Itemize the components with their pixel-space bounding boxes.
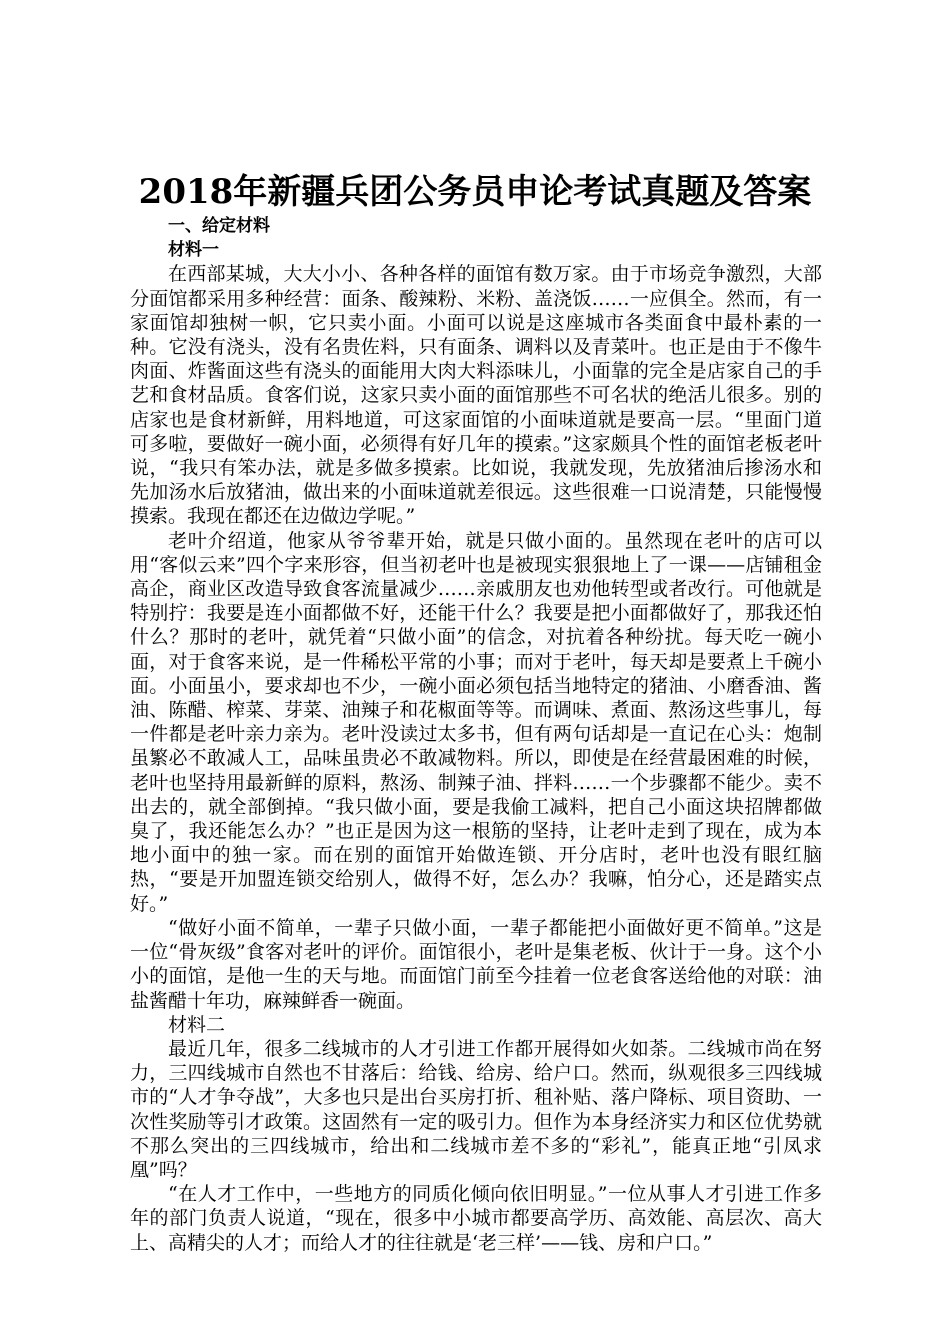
paragraph: 在西部某城，大大小小、各种各样的面馆有数万家。由于市场竞争激烈，大部分面馆都采用多种经营：面条、酸辣粉、米粉、盖浇饭……一应俱全。然而，有一家面馆却独树一帜，它只卖小面。小面可以说是这座城市各类面食中最朴素的一种。它没有浇头，没有名贵佐料，只有面条、调料以及青菜叶。也正是由于不像牛肉面、炸酱面这些有浇头的面能用大肉大料添味儿，小面靠的完全是店家自己的手艺和食材品质。食客们说，这家只卖小面的面馆那些不可名状的绝活儿很多。别的店家也是食材新鲜，用料地道，可这家面馆的小面味道就是要高一层。“里面门道可多啦，要做好一碗小面，必须得有好几年的摸索。”这家颇具个性的面馆老板老叶说，“我只有笨办法，就是多做多摸索。比如说，我就发现，先放猪油后掺汤水和先加汤水后放猪油，做出来的小面味道就差很远。这些很难一口说清楚，只能慢慢摸索。我现在都还在边做边学呢。” [130, 263, 822, 528]
material-two-label: 材料二 [168, 1013, 226, 1036]
section-heading: 一、给定材料 [168, 216, 270, 236]
paragraph: “做好小面不简单，一辈子只做小面，一辈子都能把小面做好更不简单。”这是一位“骨灰级”食客对老叶的评价。面馆很小，老叶是集老板、伙计于一身。这个小小的面馆，是他一生的天与地。而面馆门前至今挂着一位老食客送给他的对联：油盐酱醋十年功，麻辣鲜香一碗面。 [130, 916, 822, 1012]
document-body [130, 214, 822, 1255]
paragraph: 老叶介绍道，他家从爷爷辈开始，就是只做小面的。虽然现在老叶的店可以用“客似云来”四个字来形容，但当初老叶也是被现实狠狠地上了一课——店铺租金高企，商业区改造导致食客流量减少……亲戚朋友也劝他转型或者改行。可他就是特别拧：我要是连小面都做不好，还能干什么？我要是把小面都做好了，那我还怕什么？那时的老叶，就凭着“只做小面”的信念，对抗着各种纷扰。每天吃一碗小面，对于食客来说，是一件稀松平常的小事；而对于老叶，每天却是要煮上千碗小面。小面虽小，要求却也不少，一碗小面必须包括当地特定的猪油、小磨香油、酱油、陈醋、榨菜、芽菜、油辣子和花椒面等等。而调味、煮面、熬汤这些事儿，每一件都是老叶亲力亲为。老叶没读过太多书，但有两句话却是一直记在心头：炮制虽繁必不敢减人工，品味虽贵必不敢减物料。所以，即使是在经营最困难的时候，老叶也坚持用最新鲜的原料，熬汤、制辣子油、拌料……一个步骤都不能少。卖不出去的，就全部倒掉。“我只做小面，要是我偷工减料，把自己小面这块招牌都做臭了，我还能怎么办？”也正是因为这一根筋的坚持，让老叶走到了现在，成为本地小面中的独一家。而在别的面馆开始做连锁、开分店时，老叶也没有眼红脑热，“要是开加盟连锁交给别人，做得不好，怎么办？我嘛，怕分心，还是踏实点好。” [130, 529, 822, 915]
paragraph: 最近几年，很多二线城市的人才引进工作都开展得如火如荼。二线城市尚在努力，三四线城市自然也不甘落后：给钱、给房、给户口。然而，纵观很多三四线城市的“人才争夺战”，大多也只是出台买房打折、租补贴、落户降标、项目资助、一次性奖励等引才政策。这固然有一定的吸引力。但作为本身经济实力和区位优势就不那么突出的三四线城市，给出和二线城市差不多的“彩礼”，能真正地“引凤求凰”吗？ [130, 1037, 822, 1181]
paragraph: “在人才工作中，一些地方的同质化倾向依旧明显。”一位从事人才引进工作多年的部门负责人说道，“现在，很多中小城市都要高学历、高效能、高层次、高大上、高精尖的人才；而给人才的往往就是‘老三样’——钱、房和户口。” [130, 1183, 822, 1254]
document-title: 2018年新疆兵团公务员申论考试真题及答案 [138, 172, 812, 212]
material-one-label: 材料一 [168, 240, 219, 261]
